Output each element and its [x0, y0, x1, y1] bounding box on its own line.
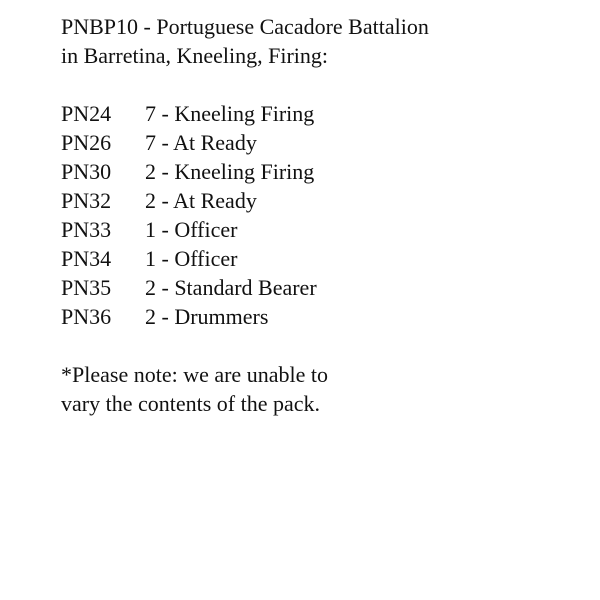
list-item	[61, 302, 581, 331]
item-description: 2 - At Ready	[145, 188, 257, 213]
list-item	[61, 244, 581, 273]
list-item	[61, 99, 581, 128]
heading-line-2: in Barretina, Kneeling, Firing:	[61, 43, 328, 68]
item-code: PN33	[61, 217, 112, 242]
item-description: 2 - Kneeling Firing	[145, 159, 315, 184]
list-item	[61, 273, 581, 302]
item-description: 1 - Officer	[145, 246, 238, 271]
item-description: 7 - Kneeling Firing	[145, 101, 315, 126]
pack-contents-list	[61, 99, 581, 331]
list-item	[61, 186, 581, 215]
item-description: 2 - Standard Bearer	[145, 275, 317, 300]
item-code: PN35	[61, 275, 112, 300]
item-description: 1 - Officer	[145, 217, 238, 242]
item-code: PN32	[61, 188, 112, 213]
item-code: PN30	[61, 159, 112, 184]
list-item	[61, 157, 581, 186]
list-item	[61, 128, 581, 157]
item-code: PN24	[61, 101, 112, 126]
item-code: PN34	[61, 246, 112, 271]
pack-heading	[61, 12, 581, 70]
item-code: PN26	[61, 130, 112, 155]
product-description	[61, 12, 581, 418]
note-line-2: vary the contents of the pack.	[61, 391, 321, 416]
list-item	[61, 215, 581, 244]
item-description: 7 - At Ready	[145, 130, 257, 155]
heading-line-1: PNBP10 - Portuguese Cacadore Battalion	[61, 14, 429, 39]
pack-note	[61, 360, 581, 418]
item-description: 2 - Drummers	[145, 304, 269, 329]
note-line-1: *Please note: we are unable to	[61, 362, 328, 387]
item-code: PN36	[61, 304, 112, 329]
